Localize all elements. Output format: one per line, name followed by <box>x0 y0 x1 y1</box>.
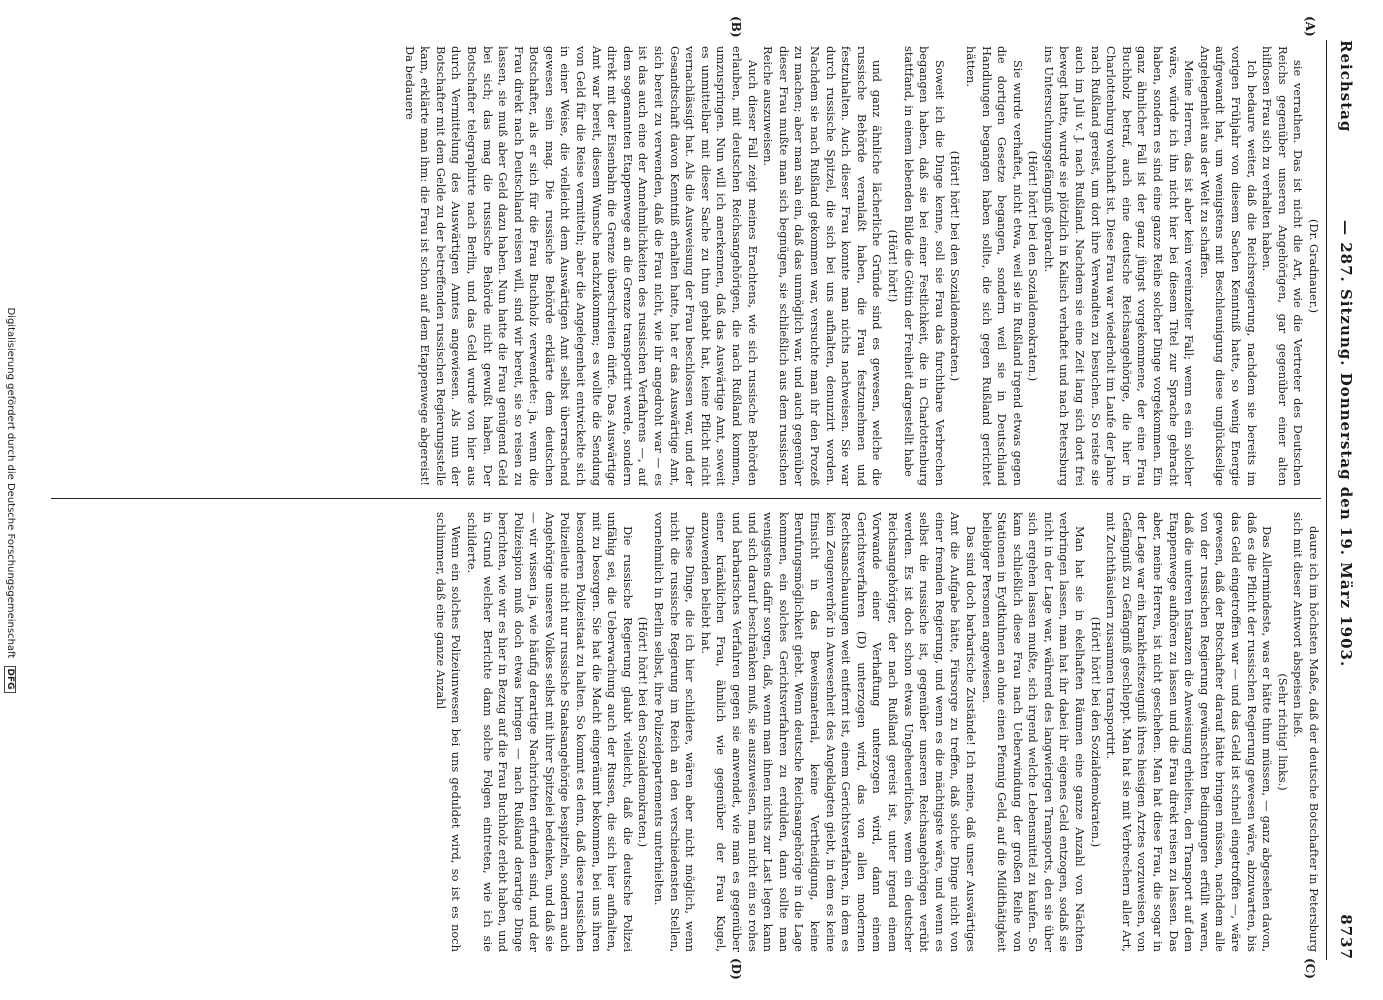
footer <box>4 0 16 1000</box>
column-divider <box>51 498 1321 499</box>
paragraph: Das sind doch barbarische Zustände! Ich meine, daß unser Auswärtiges Amt die Aufgabe hätte, Fürsorge zu treffen, daß solche Dinge nicht von einer fremden Regierung, und wenn es die mächtigste wäre, und wenn es selbst die russische ist, gegenüber unseren Reichsangehörigen verübt werden. Es ist doch schon etwas Ungeheuerliches, wenn ein deutscher Reichsangehöriger, der nach Rußland gereist ist, unter irgend einem Vorwande einer Verhaftung unterzogen wird, dann einem Gerichtsverfahren (D) unterzogen wird, das von allen modernen Rechtsanschauungen weit entfernt ist, einem Gerichtsverfahren, in dem es kein Zeugenverhör in Anwesenheit des Angeklagten giebt, in dem es keine Einsicht in das Beweismaterial, keine Vertheidigung, keine Berufungsmöglichkeit giebt. Wenn deutsche Reichsangehörige in die Lage kommen, ein solches Gerichtsverfahren zu erdulden, dann sollte man wenigstens dafür sorgen, daß, wenn man ihnen nichts zur Last legen kann und sich darauf beschränken muß, sie auszuweisen, man nicht ein so rohes und barbarisches Verfahren gegen sie anwendet, wie man es gegenüber einer kränklichen Frau, ähnlich wie gegenüber der Frau Kugel, anzuwenden beliebt hat. <box>698 512 978 952</box>
text-column-right <box>51 512 1321 952</box>
paragraph: (Hört! hört!) <box>885 229 900 303</box>
paragraph: Sie wurde verhaftet, nicht etwa, weil sie in Rußland irgend etwas gegen die dortigen Gesetze begangen, sondern weil sie in Deutschland Handlungen begangen haben sollte, die sich gegen Rußland gerichtet hätten. <box>963 46 1025 486</box>
header-left: Reichstag <box>1337 40 1355 133</box>
paragraph: Auch dieser Fall zeigt meines Erachtens, wie sich russische Behörden erlauben, mit deutschen Reichsangehörigen, die nach Rußland kommen, umzuspringen. Nun will ich anerkennen, daß das Auswärtige Amt, soweit es unmittelbar mit dieser Sache zu thun gehabt hat, keine Pflicht nicht vernachlässigt hat. Als die Ausweisung der Frau beschlossen war, und der Gesandtschaft davon Kenntniß erhalten hatte, hat er das Auswärtige Amt, sich bereit zu verwenden, daß die Frau nicht, wie ihr angedroht war — es ist das auch eine der Annehmlichkeiten des russischen Verfahrens —, auf dem sogenannten Etappenwege an die Grenze transportirt werde, sondern direkt mit der Eisenbahn die Grenze überschreiten dürfe. Das Auswärtige Amt war bereit, diesem Wunsche nachzukommen; es wollte die Sendung von Geld für die Reise vermitteln; aber die Angelegenheit entwickelte sich in einer Weise, die vielleicht dem Auswärtigen Amt selbst überraschend gewesen sein mag. Die russische Behörde erklärte dem deutschen Botschafter, als er sich für die Frau Buchholz verwendete: ja, wenn die Frau direkt nach Deutschland reisen will, sind wir bereit, sie so reisen zu lassen, sie muß aber Geld dazu haben. Nun hatte die Frau genügend Geld bei sich; das mag die russische Behörde nicht gewußt haben. Der Botschafter telegraphirte nach Berlin, und das Geld wurde von hier aus durch Vermittelung des Auswärtigen Amtes angewiesen. Als nun der Botschafter mit dem Gelde zu der betreffenden russischen Regierungsstelle kam, erklärte man ihm: die Frau ist schon auf dem Etappenwege abgereist! Da bedauere <box>402 46 760 486</box>
paragraph: Soweit ich die Dinge kenne, soll sie Frau das furchtbare Verbrechen begangen haben, daß sie bei einer Festlichkeit, die in Charlottenburg stattfand, in einem lebenden Bilde die Göttin der Freiheit dargestellt habe <box>901 46 947 486</box>
paragraph: Das Allermindeste, was er hätte thun müssen, — ganz abgesehen davon, daß es die Pflicht der russischen Regierung gewesen wäre, abzuwarten, bis das Geld eingetroffen war — und das Geld ist schnell eingetroffen —, wäre gewesen, daß der Botschafter darauf hätte bringen müssen, nachdem alle von der russischen Regierung gewünschten Bedingungen erfüllt waren, daß die unteren Instanzen die Anweisung erhielten, den Transport auf dem Etappenwege aufhören zu lassen und die Frau direkt reisen zu lassen. Das aber, meine Herren, ist nicht geschehen. Man hat diese Frau, die sogar in der Lage war ein krankheitszeugniß ihres hiesigen Arztes vorzuweisen, von Gefängniß zu Gefängniß geschleppt. Man hat sie mit Verbrechern aller Art, mit Zuchthäuslern zusammen transportirt. <box>1104 512 1275 952</box>
paragraph: und ganz ähnliche lächerliche Gründe sind es gewesen, welche die russische Behörde veranlaßt haben, die Frau festzunehmen und festzuhalten. Auch dieser Frau konnte man nichts nachweisen. Sie war durch russische Spitzel, die sich bei uns aufhalten, denunzirt worden. Nachdem sie nach Rußland gekommen war, versuchte man ihr den Prozeß zu machen; aber man sah ein, daß das unmöglich war, und auch gegenüber dieser Frau mußte man sich begnügen, sie schließlich aus dem russischen Reiche auszuweisen. <box>761 46 885 486</box>
page-header <box>1329 40 1355 960</box>
paragraph: Die russische Regierung glaubt vielleicht, daß die deutsche Polizei unfähig sei, die Ueberwachung auch der Russen, die sich hier aufhalten, mit zu besorgen. Sie hat die Macht eingeräumt bekommen, bei uns ihren besonderen Polizeistaat zu halten. So kommt es denn, daß diese russischen Polizeileute nicht nur russische Staatsangehörige bespitzeln, sondern auch Angehörige unseres Volkes selbst mit ihrer Spitzelei bedenken, und daß sie — wir wissen ja, wie häufig derartige Nachrichten erfunden sind, und der Polizeispion muß doch etwas bringen — nach Rußland derartige Dinge berichten, wie wir es hier in Bezug auf die Frau Buchholz erlebt haben, und in Grund welcher Berichte dann solche Folgen eintreten, wie ich sie schilderte. <box>464 512 635 952</box>
paragraph: (Hört! hört! bei den Sozialdemokraten.) <box>636 616 651 848</box>
paragraph: (Hört! hört! bei den Sozialdemokraten.) <box>1088 616 1103 848</box>
paragraph: daure ich im höchsten Maße, daß der deutsche Botschafter in Petersburg sich mit dieser Antwort abspeisen ließ. <box>1291 512 1321 952</box>
paragraph: (Hört! hört! bei den Sozialdemokraten.) <box>948 150 963 382</box>
paragraph: Man hat sie in ekelhaften Räumen eine ganze Anzahl von Nächten verbringen lassen, man hat ihr dabei ihr eigenes Geld entzogen, sodaß sie nicht in der Lage war, während des langwierigen Transports, den sie über sich ergehen lassen mußte, sich irgend welche Lebensmittel zu kaufen. So kam schließlich diese Frau nach Ueberwindung der großen Reihe von Stationen in Eydtkuhnen an ohne einen Pfennig Geld, auf die Mildthätigkeit beliebiger Personen angewiesen. <box>979 512 1088 952</box>
paragraph: Wenn ein solches Polizeiunwesen bei uns geduldet wird, so ist es noch schlimmer, daß eine ganze Anzahl <box>433 512 464 952</box>
margin-mark-a: (A) <box>1303 16 1317 37</box>
paragraph: Ich bedaure weiter, daß die Reichsregierung, nachdem sie bereits im vorigen Frühjahr von diesem Sachen Kenntniß hatte, so wenig Energie aufgewandt hat, um wenigstens mit Beschleunigung diese unglückselige Angelegenheit aus der Welt zu schaffen. <box>1197 46 1259 486</box>
footer-text: Digitalisierung gefördert durch die Deutsche Forschungsgemeinschaft <box>5 307 16 659</box>
header-rule <box>1326 40 1327 960</box>
page-number: 8737 <box>1337 914 1355 960</box>
margin-mark-b: (B) <box>729 16 743 38</box>
paragraph: Meine Herren, das ist aber kein vereinzelter Fall; wenn es ein solcher wäre, würde ich ihn nicht hier bei diesem Titel zur Sprache gebracht haben, sondern es sind eine ganze Reihe solcher Dinge vorgekommen. Ein ganz ähnlicher Fall ist der ganz jüngst vorgekommene, der eine Frau Buchholz betraf, auch eine deutsche Reichsangehörige, die hier in Charlottenburg wohnhaft ist. Diese Frau war wiederholt im Laufe der Jahre nach Rußland gereist, um dort ihre Verwandten zu besuchen. So reiste sie auch im Juli v. J. nach Rußland. Nachdem sie eine Zeit lang sich dort frei bewegt hatte, wurde sie plötzlich in Kalisch verhaftet und nach Petersburg ins Untersuchungsgefängniß gebracht. <box>1041 46 1197 486</box>
speaker-label: (Dr. Gradnauer.) <box>1307 218 1321 314</box>
paragraph: Diese Dinge, die ich hier schildere, wären aber nicht möglich, wenn nicht die russische Regierung im Reich an den verschiedensten Stellen, vornehmlich in Berlin selbst, ihre Polizeidepartements unterhielten. <box>652 512 698 952</box>
text-column-left <box>51 46 1321 486</box>
dfg-logo: DFG <box>4 666 16 693</box>
margin-mark-d: (D) <box>729 958 743 980</box>
paragraph: sie verrathen. Das ist nicht die Art, wie die Vertreter des Deutschen Reichs gegenüber unseren Angehörigen, gar gegenüber einer alten hilflosen Frau sich zu verhalten haben. <box>1260 46 1306 486</box>
header-title: — 287. Sitzung. Donnerstag den 19. März 1903. <box>1337 220 1355 668</box>
margin-mark-c: (C) <box>1303 958 1317 979</box>
paragraph: (Sehr richtig! links.) <box>1275 673 1290 791</box>
paragraph: (Hört! hört! bei den Sozialdemokraten.) <box>1026 150 1041 382</box>
